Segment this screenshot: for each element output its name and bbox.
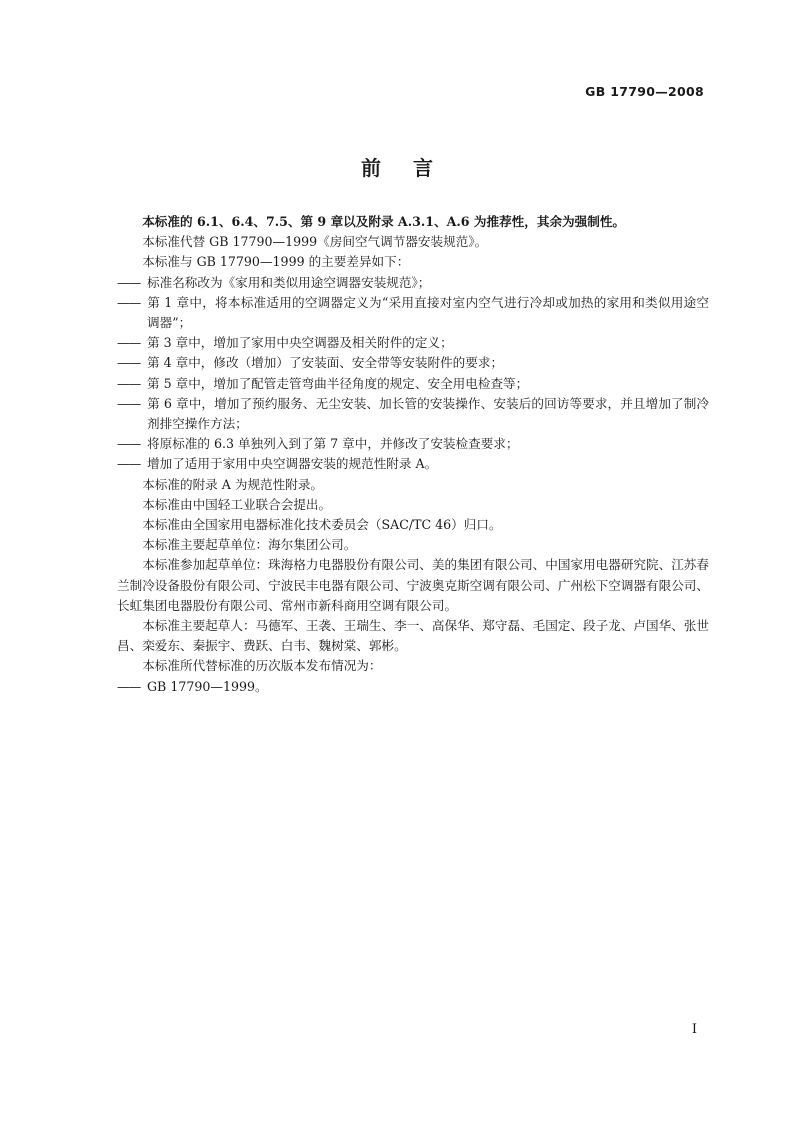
list-item-text: GB 17790—1999。 — [147, 678, 268, 694]
page-title: 前言 — [361, 156, 465, 180]
page-number: I — [691, 1022, 697, 1037]
mandatory-clause-paragraph: 本标准的 6.1、6.4、7.5、第 9 章以及附录 A.3.1、A.6 为推荐性，其余为强制性。 — [142, 214, 626, 229]
list-item-text: 增加了适用于家用中央空调器安装的规范性附录 A。 — [147, 456, 438, 472]
paragraph: 本标准由中国轻工业联合会提出。 — [142, 496, 332, 512]
standard-code-header: GB 17790—2008 — [585, 84, 704, 99]
list-item — [117, 293, 709, 333]
list-item — [117, 353, 709, 373]
list-item — [117, 374, 709, 394]
list-item-text: 第 3 章中，增加了家用中央空调器及相关附件的定义； — [147, 335, 453, 351]
dash-marker: —— — [117, 294, 141, 310]
list-item-text: 第 1 章中，将本标准适用的空调器定义为“采用直接对室内空气进行冷却或加热的家用和类似用途空调器”； — [147, 294, 709, 331]
list-item-text: 第 4 章中，修改（增加）了安装面、安全带等安装附件的要求； — [147, 355, 504, 371]
list-item-text: 标准名称改为《家用和类似用途空调器安装规范》； — [147, 274, 431, 290]
list-item-text: 第 6 章中，增加了预约服务、无尘安装、加长管的安装操作、安装后的回访等要求，并且增加了制冷剂排空操作方法； — [147, 395, 709, 432]
list-item-text: 第 5 章中，增加了配管走管弯曲半径角度的规定、安全用电检查等； — [147, 375, 529, 391]
list-item — [117, 273, 709, 293]
foreword-body — [117, 212, 709, 697]
paragraph: 本标准所代替标准的历次版本发布情况为： — [142, 658, 382, 674]
list-item — [117, 394, 709, 434]
dash-marker: —— — [117, 375, 141, 391]
list-item — [117, 454, 709, 474]
dash-marker: —— — [117, 456, 141, 472]
list-item — [117, 434, 709, 454]
dash-marker: —— — [117, 436, 141, 452]
list-item — [117, 333, 709, 353]
paragraph: 本标准与 GB 17790—1999 的主要差异如下： — [142, 254, 410, 270]
dash-marker: —— — [117, 274, 141, 290]
dash-marker: —— — [117, 395, 141, 411]
paragraph: 本标准由全国家用电器标准化技术委员会（SAC/TC 46）归口。 — [142, 517, 502, 533]
dash-marker: —— — [117, 355, 141, 371]
paragraph: 本标准代替 GB 17790—1999《房间空气调节器安装规范》。 — [142, 234, 488, 250]
paragraph: 本标准主要起草人：马德军、王袭、王瑞生、李一、高保华、郑守磊、毛国定、段子龙、卢国华、张世昌、栾爱东、秦振宇、费跃、白韦、魏树棠、郭彬。 — [117, 618, 709, 654]
list-item-text: 将原标准的 6.3 单独列入到了第 7 章中，并修改了安装检查要求； — [147, 436, 519, 452]
list-item — [117, 677, 709, 697]
paragraph: 本标准参加起草单位：珠海格力电器股份有限公司、美的集团有限公司、中国家用电器研究院、江苏春兰制冷设备股份有限公司、宁波民丰电器有限公司、宁波奥克斯空调有限公司、广州松下空调器有限公司、长虹集团电器股份有限公司、常州市新科商用空调有限公司。 — [117, 557, 709, 613]
dash-marker: —— — [117, 678, 141, 694]
paragraph: 本标准主要起草单位：海尔集团公司。 — [142, 537, 357, 553]
dash-marker: —— — [117, 335, 141, 351]
paragraph: 本标准的附录 A 为规范性附录。 — [142, 476, 324, 492]
